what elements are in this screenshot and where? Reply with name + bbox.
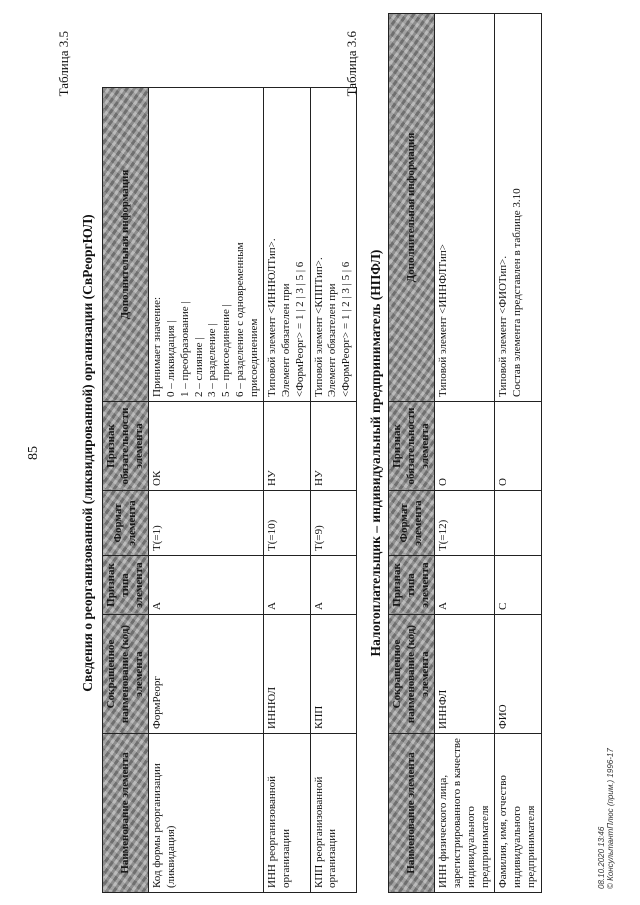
print-stamp <box>597 748 616 889</box>
cell-additional-info <box>310 87 356 401</box>
header-element-name: Наименование элемента <box>389 733 435 892</box>
table-row <box>310 87 356 892</box>
header-additional-info: Дополнительная информация <box>103 87 149 401</box>
table-header-row <box>103 87 149 892</box>
cell-additional-info <box>495 13 541 401</box>
info-line: Принимает значение: <box>151 296 164 397</box>
header-additional-info: Дополнительная информация <box>389 13 435 401</box>
info-line: Состав элемента представлен в таблице 3.10 <box>511 187 523 397</box>
table-3-5-title: Сведения о реорганизованной (ликвидированной) организации (СвРеоргЮЛ) <box>80 213 95 692</box>
stamp-line: 08.10.2020 13:46 <box>596 826 606 889</box>
header-type-flag: Признак типа элемента <box>389 555 435 614</box>
cell-element-name: КПП реорганизованной организации <box>310 733 356 892</box>
cell-type-flag: А <box>310 555 356 614</box>
table-row <box>149 87 264 892</box>
info-line: Типовой элемент <ИННЮЛТип>. <box>266 237 279 397</box>
cell-element-name: Фамилия, имя, отчество индивидуального предпринимателя <box>495 733 541 892</box>
cell-additional-info <box>264 87 310 401</box>
cell-format <box>495 490 541 555</box>
info-line: 2 – слияние | <box>192 337 205 397</box>
cell-required-flag: НУ <box>310 401 356 490</box>
cell-additional-info <box>149 87 264 401</box>
cell-abbreviation: ФИО <box>495 614 541 733</box>
header-element-name: Наименование элемента <box>103 733 149 892</box>
page-number: 85 <box>26 445 41 460</box>
cell-additional-info <box>435 13 495 401</box>
header-required-flag: Признак обязательности элемента <box>103 401 149 490</box>
cell-abbreviation: КПП <box>310 614 356 733</box>
info-line: Типовой элемент <ФИОТип>. <box>497 255 510 397</box>
stamp-line: © КонсультантПлюс (прим.) 1996-17 <box>606 747 616 889</box>
cell-format: T(=12) <box>435 490 495 555</box>
info-line: Элемент обязателен при <box>326 282 339 397</box>
table-row <box>435 13 495 892</box>
header-abbreviation: Сокращенное наименование (код) элемента <box>103 614 149 733</box>
info-line: 0 – ликвидация | <box>165 319 177 397</box>
info-line: Типовой элемент <КППТип>. <box>312 256 325 397</box>
header-required-flag: Признак обязательности элемента <box>389 401 435 490</box>
table-3-5 <box>102 87 357 893</box>
cell-format: T(=9) <box>310 490 356 555</box>
cell-type-flag: А <box>264 555 310 614</box>
cell-element-name: Код формы реорганизации (ликвидация) <box>149 733 264 892</box>
header-type-flag: Признак типа элемента <box>103 555 149 614</box>
cell-abbreviation: ФормРеорг <box>149 614 264 733</box>
cell-required-flag: О <box>495 401 541 490</box>
info-line: 1 – преобразование | <box>178 300 191 397</box>
info-line: присоединением <box>247 318 260 397</box>
table-3-6-label: Таблица 3.6 <box>344 30 359 96</box>
cell-format: T(=10) <box>264 490 310 555</box>
info-line: 3 – разделение | <box>206 323 219 397</box>
table-3-6 <box>388 13 542 893</box>
cell-abbreviation: ИННФЛ <box>435 614 495 733</box>
table-header-row <box>389 13 435 892</box>
cell-type-flag: С <box>495 555 541 614</box>
header-format: Формат элемента <box>389 490 435 555</box>
info-line: <ФормРеорг> = 1 | 2 | 3 | 5 | 6 <box>340 261 352 397</box>
rotated-document-page <box>20 13 620 893</box>
cell-element-name: ИНН реорганизованной организации <box>264 733 310 892</box>
info-line: Элемент обязателен при <box>280 282 292 397</box>
cell-type-flag: А <box>149 555 264 614</box>
info-line: 6 – разделение с одновременным <box>233 241 246 397</box>
header-abbreviation: Сокращенное наименование (код) элемента <box>389 614 435 733</box>
info-line: Типовой элемент <ИННФЛТип> <box>437 243 450 397</box>
cell-element-name: ИНН физического лица, зарегистрированного в качестве индивидуального предпринимателя <box>435 733 495 892</box>
cell-abbreviation: ИННЮЛ <box>264 614 310 733</box>
table-3-6-title: Налогоплательщик – индивидуальный предприниматель (НПФЛ) <box>368 249 383 656</box>
table-row <box>264 87 310 892</box>
table-row <box>495 13 541 892</box>
cell-required-flag: ОК <box>149 401 264 490</box>
header-format: Формат элемента <box>103 490 149 555</box>
info-line: <ФормРеорг> = 1 | 2 | 3 | 5 | 6 <box>293 261 306 397</box>
cell-format: T(=1) <box>149 490 264 555</box>
info-line: 5 – присоединение | <box>220 303 232 397</box>
cell-type-flag: А <box>435 555 495 614</box>
cell-required-flag: О <box>435 401 495 490</box>
table-3-5-label: Таблица 3.5 <box>56 30 71 96</box>
cell-required-flag: НУ <box>264 401 310 490</box>
